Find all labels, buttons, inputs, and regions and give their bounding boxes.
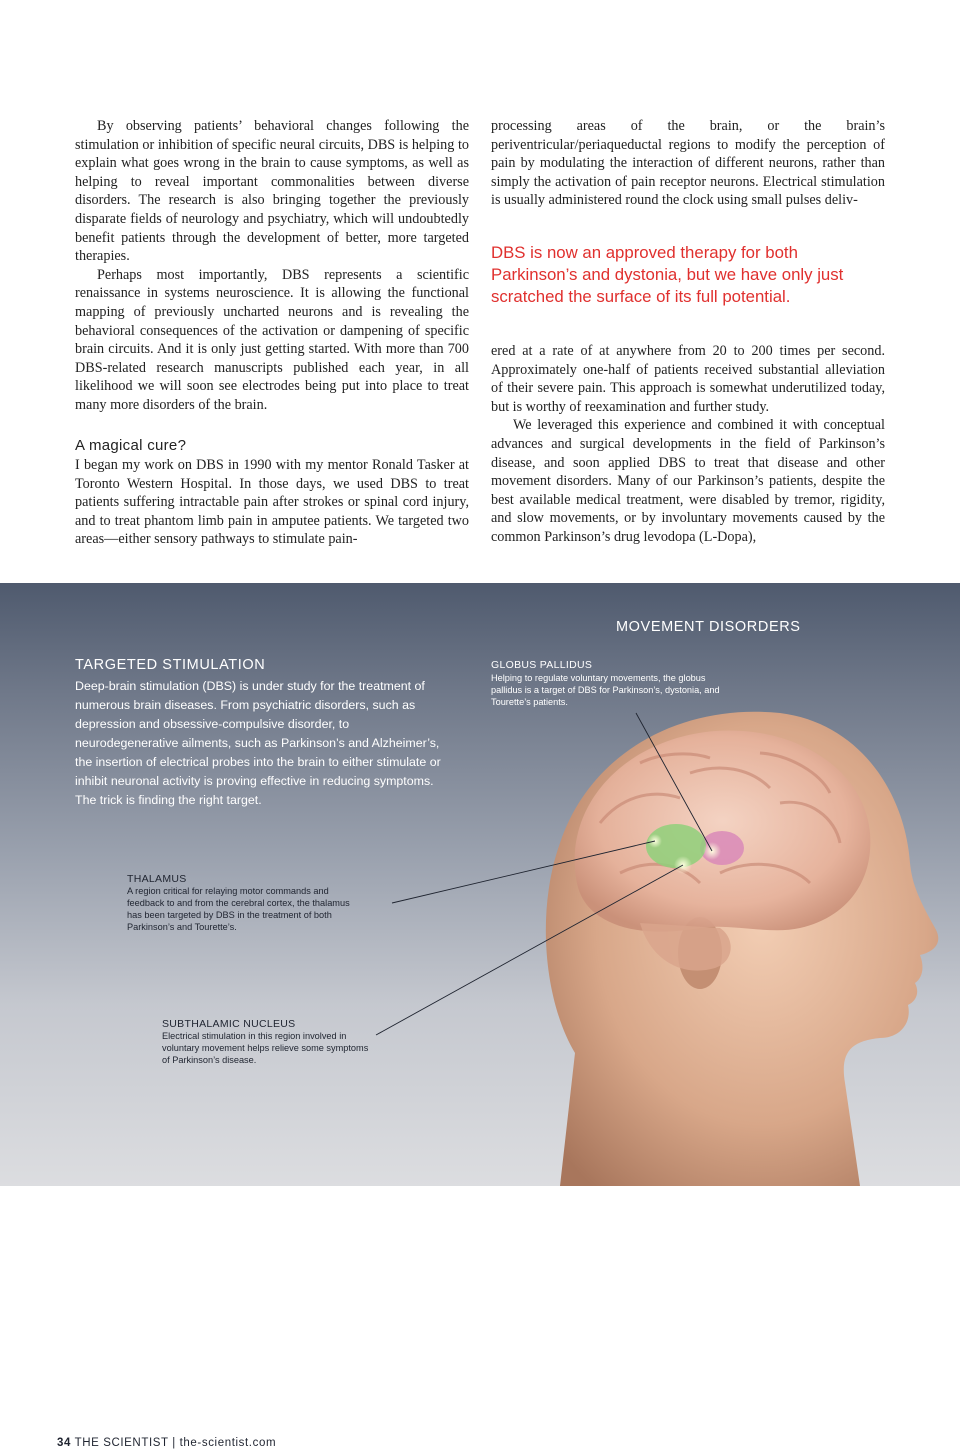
article-paragraph: Perhaps most importantly, DBS represents a scientific renaissance in systems neuroscience. It is allowing the functional mapping of previously uncharted neurons and is revealing the behavioral consequences of the activation or dampening of specific brain circuits. And it is only just getting started. With more than 700 DBS-related research manuscripts published each year, in all likelihood we will soon see electrodes being put into place to treat many more disorders of the brain.: [75, 266, 469, 413]
magazine-name: THE SCIENTIST: [74, 1437, 169, 1449]
article-left-column: [75, 117, 469, 549]
article-right-column: [491, 117, 885, 547]
thalamus-label-title: THALAMUS: [127, 873, 187, 885]
article-paragraph: ered at a rate of at anywhere from 20 to 200 times per second. Approximately one-half of patients received substantial alleviation of their severe pain. This approach is somewhat underutilized today, but is worthy of reexamination and further study.: [491, 342, 885, 415]
globus-pallidus-label-title: GLOBUS PALLIDUS: [491, 659, 593, 671]
article-paragraph: processing areas of the brain, or the brain’s periventricular/periaqueductal regions to modify the perception of pain by modulating the interaction of different neurons, rather than simply the activation of pain receptor neurons. Electrical stimulation is usually administered round the clock using small pulses deliv-: [491, 118, 885, 209]
thalamus-label-body: A region critical for relaying motor commands and feedback to and from the cerebral cortex, the thalamus has been targeted by DBS in the treatment of both Parkinson’s and Tourette’s.: [127, 886, 350, 932]
figure-section-heading: MOVEMENT DISORDERS: [616, 619, 801, 635]
magazine-url[interactable]: the-scientist.com: [179, 1437, 277, 1449]
page-footer: [57, 1437, 276, 1449]
footer-separator: |: [172, 1437, 176, 1449]
globus-pallidus-label-body: Helping to regulate voluntary movements, the globus pallidus is a target of DBS for Parkinson’s, dystonia, and Tourette’s patients.: [491, 673, 720, 707]
figure-title: TARGETED STIMULATION: [75, 657, 266, 673]
article-paragraph: By observing patients’ behavioral changes following the stimulation or inhibition of specific neural circuits, DBS is helping to explain what goes wrong in the brain to cause symptoms, as well as helping to reveal important commonalities between diverse disorders. The research is also bringing together the previously disparate fields of neurology and psychiatry, which will undoubtedly benefit patients through the development of better, more targeted therapies.: [75, 118, 469, 265]
figure-intro: Deep-brain stimulation (DBS) is under study for the treatment of numerous brain diseases. From psychiatric disorders, such as depression and obsessive-compulsive disorder, to neurodegenerative ailments, such as Parkinson’s and Alzheimer’s, the insertion of electrical probes into the brain to either stimulate or inhibit neuronal activity is proving effective in reducing symptoms. The trick is finding the right target.: [75, 679, 441, 807]
subthalamic-label-title: SUBTHALAMIC NUCLEUS: [162, 1018, 296, 1030]
article-paragraph: We leveraged this experience and combined it with conceptual advances and surgical developments in the field of Parkinson’s disease, and soon applied DBS to treat that disease and other movement disorders. Many of our Parkinson’s patients, despite the best available medical treatment, were disabled by tremor, rigidity, and slow movements, or by involuntary movements caused by the common Parkinson’s drug levodopa (L-Dopa),: [491, 417, 885, 545]
article-paragraph: I began my work on DBS in 1990 with my mentor Ronald Tasker at Toronto Western Hospital. In those days, we used DBS to treat patients suffering intractable pain after strokes or spinal cord injury, and to treat phantom limb pain in amputee patients. We targeted two areas—either sensory pathways to stimulate pain-: [75, 457, 469, 548]
page-number: 34: [57, 1437, 71, 1449]
brain-figure: [0, 583, 960, 1449]
section-subhead: A magical cure?: [75, 436, 187, 454]
pull-quote: DBS is now an approved therapy for both Parkinson’s and dystonia, but we have only just scratched the surface of its full potential.: [491, 242, 844, 306]
subthalamic-label-body: Electrical stimulation in this region involved in voluntary movement helps relieve some symptoms of Parkinson’s disease.: [162, 1031, 369, 1065]
